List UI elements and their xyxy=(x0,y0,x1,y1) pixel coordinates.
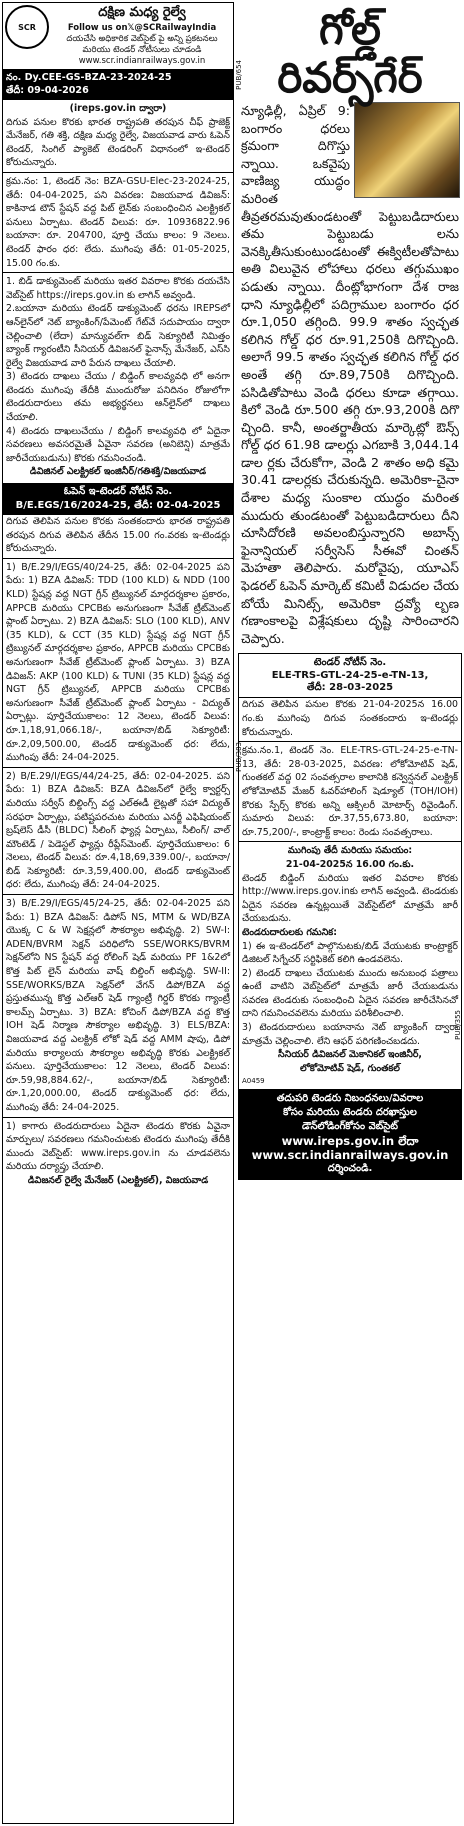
headline: గోల్డ్ రివర్స్‌గేర్ xyxy=(277,5,423,102)
closing-label: ముగింపు తేదీ మరియు సమయం: xyxy=(287,845,413,857)
tender-body: క్రమ.నం.1, టెండర్ నెం. ELE-TRS-GTL-24-25-e-TN-13, తేదీ: 28-03-2025, వివరణ: లోకోమోటివ్ షెడ్, గుంతకల్ వద్ద 02 సంవత్సరాల కాలానికి కన్వెన్షనల్ ఎలక్ట్రిక్ లోకోమోటివ్ మేజర్ ఓవర్‌హాలింగ్ షెడ్యూల్ (TOH/IOH) కొరకు స్పేర్స్ కొరకు అన్ని ఆక్సిలరీ మోటార్స్ రివైండింగ్. సుమారు విలువ: రూ.37,55,673.80, బయానా: రూ.75,200/-, కాంట్రాక్ట్ కాలం: రెండు సంవత్సరాలు. xyxy=(242,745,458,838)
notes-title: టెండరుదారులకు గమనిక: xyxy=(242,926,337,938)
notice2-note1: 1) కాగారు టెండరుదారులు ఏదైనా టెండరు కొరకు ఏవైనా మార్పులు/ సవరణలు గమనించుటకు టెండరు ముగింపు తేదీకి ముందు వెబ్‌సైట్: www.ireps.gov.in ను చూడవలెను మరియు దర్యాప్తు చేయాలి. xyxy=(6,1120,230,1173)
notice1-body: క్రమ.నం: 1, టెండర్ నెం: BZA-GSU-Elec-23-2024-25, తేదీ: 04-04-2025, పని వివరణ: విజయవాడ డివిజన్: కాకినాడ టౌన్ స్టేషన్ వద్ద పిట్ లైన్‌కు సంబంధించిన ఎలక్ట్రికల్ పనులు ఏర్పాటు. టెండర్ విలువ: రూ. 10936822.96 బయానా: రూ. 204700, పూర్తి చేయు కాలం: 9 నెలలు. టెండర్ ఫారం ధర: లేదు. ముగింపు తేదీ: 01-05-2025, 15.00 గం.కు. xyxy=(6,175,230,269)
railway-header xyxy=(3,3,233,70)
railway-logo-icon: SCR xyxy=(5,5,49,49)
notice2-item2: 2) B/E.29/I/EGS/44/24-25, తేదీ: 02-04-2025. పని పేరు: 1) BZA డివిజన్: BZA డివిజన్‌లో రైల్వే క్వార్టర్స్ మరియు సర్వీస్ బిల్డింగ్స్ వద్ద ఎల్ఈడీ లైట్లతో సహా విద్యుత్ సరఫరా ఏర్పాట్లు, పటిష్టపరచుట మరియు ఎనర్జీ ఎఫిషియంట్ బ్రష్‌లెస్ డీసీ (BLDC) సీలింగ్ ఫ్యాన్ల ఏర్పాటు, సీలింగ్/ వాల్ మౌంటెడ్ / పెడెస్టల్ ఫ్యాన్లు రీప్లేస్‌మెంట్. పూర్తిచేయుకాలం: 6 నెలలు, టెండర్ విలువ: రూ.4,18,69,339.00/-, బయానా/బిడ్ సెక్యూరిటీ: రూ.3,59,400.00, టెండర్ డాక్యుమెంట్ ధర: లేదు, ముగింపు తేదీ: 24-04-2025. xyxy=(6,770,230,891)
notice1-signature: డివిజినల్ ఎలక్ట్రికల్ ఇంజినీర్/గతిశక్తి/విజయవాడ xyxy=(29,466,207,478)
tender-note2: 2) టెండర్ దాఖలు చేయుటకు ముందు అనుబంధ పత్రాలు ఉంటే వాటిని వెబ్‌సైట్‌లో మాత్రమే జారీ చేయబడును సవరణ టెండరుకు సంబంధించి ఏదైన సవరణ జారీచేసినచో దాని గమనించవలెను మరియు పరిశీలించాలి. xyxy=(242,967,458,1020)
left-tender-column xyxy=(2,2,234,1824)
notice-ref: నం. Dy.CEE-GS-BZA-23-2024-25 తేదీ: 09-04-2026 xyxy=(3,70,233,100)
tender-sign1: సీనియర్ డివిజనల్ మెకానికల్ ఇంజినీర్, xyxy=(278,1049,422,1061)
tender-details: టెండర్ బిడ్డింగ్ మరియు ఇతర వివరాల కొరకు http://www.ireps.gov.inకు లాగిన్ అవ్వండి. టెండరుకు ఏదైన సవరణ ఉన్నట్లయితే వెబ్‌సైట్‌లో మాత్రమే జారీ చేయబడును. xyxy=(242,872,458,925)
pub-tag-654: PUB/654 xyxy=(235,60,243,90)
notice2-item3: 3) B/E.29/I/EGS/45/24-25, తేదీ: 02-04-2025 పని పేరు: 1) BZA డివిజన్: డిపోస్ NS, MTM & WD/BZA యొక్క C & W సెక్షన్లలో సౌకర్యాల అభివృద్ధి. 2) SW-I: ADEN/BVRM సెక్షన్ పరిధిలోని SSE/WORKS/BVRM సెక్షన్‌లోని NS స్టేషన్ వద్ద రోలింగ్ షెడ్ మరియు PF 1&2లో కొత్త పిట్ లైన్ మరియు వాష్ బిల్డింగ్ అభివృద్ధి. SW-II: SSE/WORKS/BZA సెక్షన్‌లో వేగన్ డిపో/BZA వద్ద ప్రస్తుతమున్న కొత్త ఎల్ఆర్ షెడ్ గ్యాంట్రీ గిర్డర్ కొరకు గ్యాంట్రీ కాలమ్స్ ఏర్పాటు. 3) BZA: కోచింగ్ డిపో/BZA వద్ద కొత్త IOH షెడ్ నిర్మాణ సౌకర్యాల అభివృద్ధి. 3) ELS/BZA: విజయవాడ వద్ద ఎలక్ట్రిక్ లోకో షెడ్ వద్ద AMM షాపు, డిపో మరియు కార్యాలయ సౌకర్యాల అభివృద్ధి కొరకు ఎలక్ట్రికల్ పనులు. పూర్తిచేయుకాలం: 12 నెలలు, టెండర్ విలువ: రూ.59,98,884.62/-, బయానా/బిడ్ సెక్యూరిటీ: రూ.1,20,000.00, టెండర్ డాక్యుమెంట్ ధర: లేదు, ముగింపు తేదీ: 24-04-2025. xyxy=(6,898,230,1113)
tender-note3: 3) టెండరుదారులు బయానాను నెట్ బ్యాంకింగ్ ద్వారా మాత్రమే చెల్లించాలి. లేని ఆఫర్ పరిగణించబడదు. xyxy=(242,1022,458,1047)
ireps-line: (ireps.gov.in ద్వారా) xyxy=(69,103,167,114)
footer-scr-link[interactable]: www.scr.indianrailways.gov.in xyxy=(251,1148,449,1163)
pub-tag-355: PUB/355 xyxy=(454,1010,462,1040)
twitter-handle[interactable]: Follow us on𝕏@SCRailwayIndia xyxy=(67,23,217,33)
news-story: న్యూఢిల్లీ, ఏప్రిల్ 9: బంగారం ధరలు క్రమంగా దిగొస్తు న్నాయి. ఒకవైపు వాణిజ్య యుద్ధం మరింత తీవ్రతరమవుతుండటంతో పెట్టుబడిదారులు తమ పెట్టుబడు లను వెనక్కితీసుకుంటుండటంతో ఈక్విటీలతోపాటు అతి విలువైన లోహాలు ధరలు తగ్గుముఖం పడుతు న్నాయి. దీంట్లోభాగంగా దేశ రాజ ధాని న్యూఢిల్లీలో పదిగ్రాముల బంగారం ధర రూ.1,050 తగ్గింది. 99.9 శాతం స్వచ్ఛత కలిగిన గోల్డ్ ధర రూ.91,250కి దిగొచ్చింది. అలాగే 99.5 శాతం స్వచ్ఛత కలిగిన గోల్డ్ ధర అంతే తగ్గి రూ.89,750కి దిగొచ్చింది. పసిడితోపాటు వెండి ధరలు కూడా తగ్గాయి. కిలో వెండి రూ.500 తగ్గి రూ.93,200కి దిగొ చ్చింది. కానీ, అంతర్జాతీయ మార్కెట్లో ఔన్స్ గోల్డ్ ధర 61.98 డాలర్లు ఎగబాకి 3,044.14 డాల ర్లకు చేరుకోగా, వెండి 2 శాతం అధి కమై 30.41 డాలర్లకు చేరుకున్నది. అమెరికా-చైనా దేశాల మధ్య సుంకాల యుద్ధం మరింత ముదురు తుండటంతో పెట్టుబడిదారులు దీని చూసిదోరణి అవలంబిస్తున్నారని అబాన్స్ ఫైనాన్షియల్ సర్వీసెస్ సీఈవో చింతన్ మెహతా తెలిపారు. మరోవైపు, యూఎస్ ఫెడరల్ ఓపెన్ మార్కెట్ కమిటీ విడుదల చేయ బోయే మినిట్స్, అమెరికా ద్రవ్యో ల్బణ గణాంకాలపై విశ్లేషకులు దృష్టి సారించారని చెప్పారు. xyxy=(241,103,459,646)
notice1-point4: 4) టెండరు దాఖలుచేయు / బిడ్డింగ్ కాలవ్యవధి లో ఏదైనా సవరణలు అవసరమైతే ఏవైనా సవరణ (అనిబెన్షి) మాత్రమే జారీచేయబడును) కొరకు గమనించండి. xyxy=(6,425,230,464)
tender-sign2: లోకోమోటివ్ షెడ్, గుంతకల్ xyxy=(300,1062,400,1074)
right-news-column xyxy=(238,0,462,1180)
notice2-title: ఓపెన్ ఇ-టెండర్ నోటీస్ నెం. B/E.EGS/16/2024-25, తేదీ: 02-04-2025 xyxy=(3,483,233,515)
notice1-point1: 1. బిడ్ డాక్యుమెంట్ మరియు ఇతర వివరాల కొరకు దయచేసి వెబ్‌సైట్ https://ireps.gov.in కు లాగిన్ అవ్వండి. xyxy=(6,276,230,301)
notice2-signature: డివిజనల్ రైల్వే మేనేజర్ (ఎలక్ట్రికల్), విజయవాడ xyxy=(27,1174,209,1186)
notice1-point3: 3) టెండరు దాఖలు చేయు / బిడ్డింగ్ కాలవ్యవధి లో అనగా టెండరు ముగింపు తేదీకి ముందురోజు పనిదినం రోజులోగా టెండరుదారులు తమ అభ్యర్థనలు ఆన్‌లైన్‌లో దాఖలు చేయాలి. xyxy=(6,371,230,424)
tender-intro: దిగువ తెలిపిన పనుల కొరకు 21-04-2025న 16.00 గం.కు ముగింపు దిగువ సంతకందారు ఇ-టెండర్లు కోరుచున్నారు. xyxy=(242,699,458,738)
header-tagline: దయచేసి అధికారిక వెబ్‌సైట్ పై అన్ని ప్రకటనలు మరియు టెండర్ నోటీసులు చూడండి xyxy=(66,34,218,55)
notice1-point2: 2.బయానా మరియు టెండర్ డాక్యుమెంట్ ధరను IREPSలో ఆన్‌లైన్‌లో నెట్ బ్యాంకింగ్/పేమెంట్ గేట్‌వే సదుపాయం ద్వారా చెల్లించాలి (లేదా) మాన్యువల్‌గా బిడ్ సెక్యూరిటీ నిమిత్తం బ్యాంక్ గ్యారంటీని సీనియర్ డివిజనల్ ఫైనాన్స్ మేనేజర్, ఎస్‌సి రైల్వే విజయవాడ వారి పేరున దాఖలు చేయాలి. xyxy=(6,303,230,369)
notice2-intro: దిగువ తెలిపిన పనుల కొరకు సంతకందారు భారత రాష్ట్రపతి తరపున దిగువ తెలిపిన తేదీన 15.00 గం.వరకు ఇ-టెండర్లు కోరుచున్నారు. xyxy=(6,516,230,555)
tender-note1: 1) ఈ ఇ-టెండర్‌లో పాల్గొనుటకు/బిడ్ వేయుటకు కాంట్రాక్టర్ డిజిటల్ సిగ్నేచర్ సర్టిఫికెట్ కలిగి ఉండవలెను. xyxy=(242,940,458,966)
footer-ireps-link[interactable]: www.ireps.gov.in లేదా xyxy=(281,1134,419,1149)
closing-value: 21-04-2025న 16.00 గం.కు. xyxy=(285,858,415,870)
notice1-intro: దిగువ పనుల కొరకు భారత రాష్ట్రపతి తరపున చీఫ్ ప్రాజెక్ట్ మేనేజర్, గతి శక్తి, దక్షిణ మధ్య రైల్వే, విజయవాడ వారు ఓపెన్ టెండర్, సింగిల్ ప్యాకెట్ టెండరింగ్ విధానంలో ఇ-టెండర్ కోరుచున్నారు. xyxy=(6,116,230,169)
pub-tag-383: PUB/383 xyxy=(235,742,243,772)
gold-jewellery-photo xyxy=(354,102,460,198)
railway-title: దక్షిణ మధ్య రైల్వే xyxy=(98,5,186,20)
ad-code: A0459 xyxy=(242,1077,265,1086)
notice2-item1: 1) B/E.29/I/EGS/40/24-25, తేదీ: 02-04-2025 పని పేరు: 1) BZA డివిజన్: TDD (100 KLD) & NDD (100 KLD) స్టేషన్ల వద్ద NGT గ్రీన్ ట్రిబ్యునల్ మార్గదర్శకాల ప్రకారం, APPCB మరియు CPCBకు అనుగుణంగా సీవేజ్ ట్రీట్‌మెంట్ ప్లాంట్ ఏర్పాటు. 2) BZA డివిజన్: SLO (100 KLD), ANV (35 KLD), & CCT (35 KLD) స్టేషన్ల వద్ద NGT గ్రీన్ ట్రిబ్యునల్ మార్గదర్శకాల ప్రకారం, APPCB మరియు CPCBకు అనుగుణంగా సీవేజ్ ట్రీట్‌మెంట్ ప్లాంట్ ఏర్పాటు. 3) BZA డివిజన్: AKP (100 KLD) & TUNI (35 KLD) స్టేషన్ల వద్ద NGT గ్రీన్ ట్రిబ్యునల్, APPCB మరియు CPCBకు అనుగుణంగా సీవేజ్ ట్రీట్‌మెంట్ ప్లాంట్ ఏర్పాటు - విద్యుత్ ఏర్పాట్లు. పూర్తిచేయుకాలం: 12 నెలలు, టెండర్ విలువ: రూ.1,18,91,066.18/-, బయానా/బిడ్ సెక్యూరిటీ: రూ.2,09,500.00, టెండర్ డాక్యుమెంట్ ధర: లేదు, ముగింపు తేదీ: 24-04-2025. xyxy=(6,561,230,764)
footer-banner: తదుపరి టెండరు నిబంధనలు/వివరాల కోసం మరియు టెండరు దరఖాస్తుల డౌన్‌లోడింగ్‌కోసం వెబ్‌సైట్ www.ireps.gov.in లేదా www.scr.indianrailways.gov.in దర్శించండి. xyxy=(239,1089,461,1179)
tender-notice-header: టెండర్ నోటీస్ నెం. ELE-TRS-GTL-24-25-e-TN-13, తేదీ: 28-03-2025 xyxy=(239,654,461,698)
tender-notice-box xyxy=(238,653,462,1180)
header-website[interactable]: www.scr.indianrailways.gov.in xyxy=(78,56,206,66)
